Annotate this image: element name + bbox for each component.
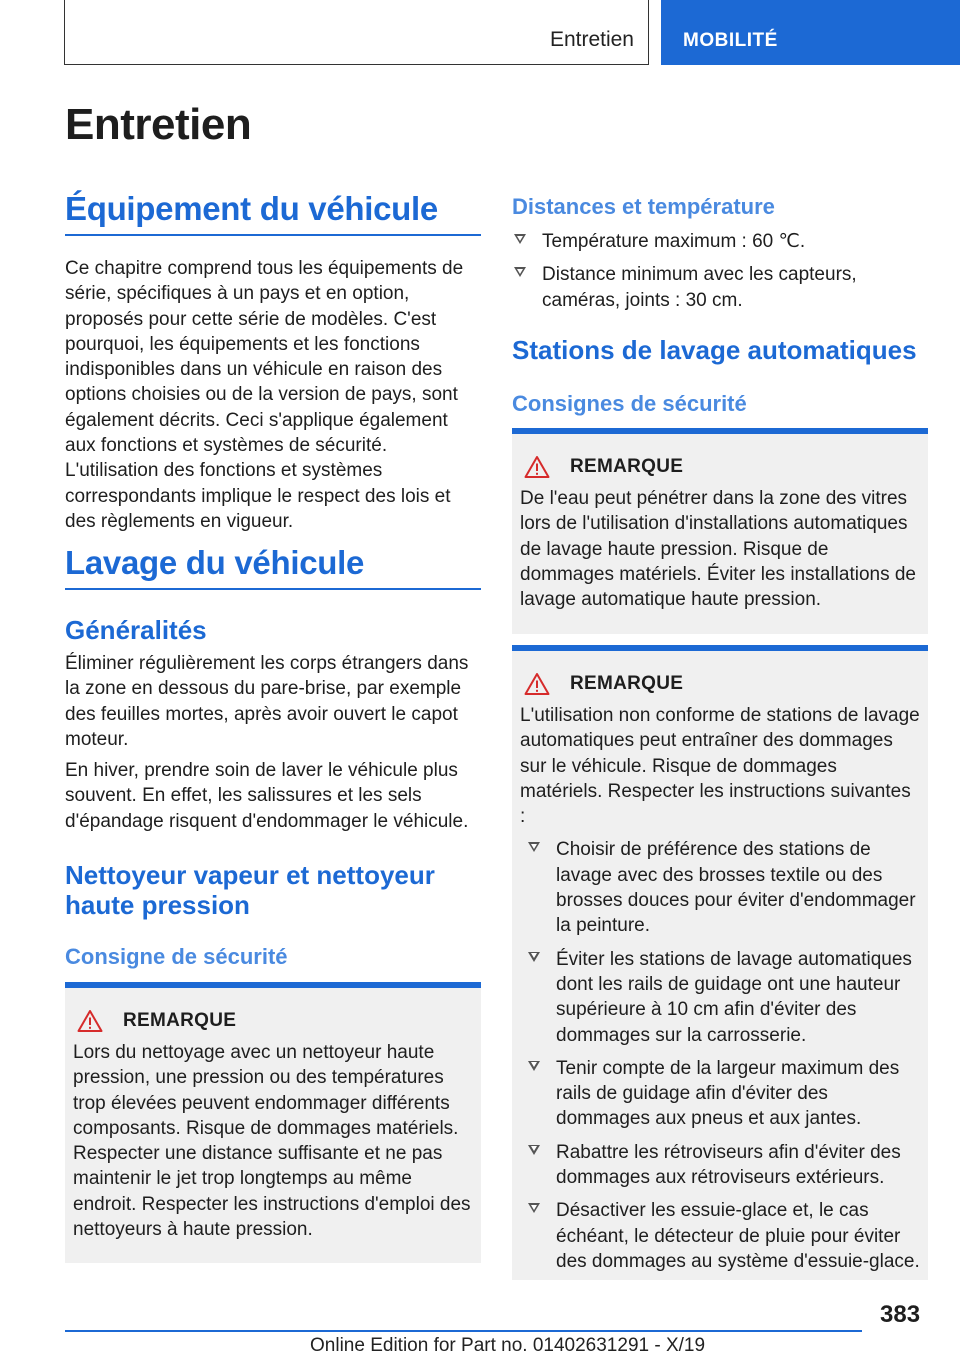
- list-item: Tenir compte de la largeur maximum des rails de guidage afin d'éviter des dommages aux pneus et aux jantes.: [526, 1056, 920, 1132]
- general-paragraph-2: En hiver, prendre soin de laver le véhicule plus souvent. En effet, les salissures et les sels d'épandage risquent d'endommager le véhicule.: [65, 760, 469, 832]
- list-item: Température maximum : 60 ℃.: [512, 229, 928, 254]
- page-title: Entretien: [65, 100, 252, 149]
- notice-header: [520, 671, 920, 697]
- equipment-paragraph: Ce chapitre comprend tous les équipements de série, spécifiques à un pays et en option, proposés pour cette série de modèles. C'est pourquoi, les équipements et les fonctions indisponibles dans un véhicule en raison des options choisies ou de la version de pays, sont également décrits. Ceci s'applique également aux fonctions et systèmes de sécurité. L'utilisation des fonctions et systèmes correspondants implique le respect des lois et des règlements en vigueur.: [65, 258, 464, 532]
- header-tab-label: MOBILITÉ: [683, 30, 778, 51]
- footer-edition-text: Online Edition for Part no. 01402631291 - X/19: [310, 1335, 706, 1356]
- heading-automatic-car-wash: Stations de lavage automatiques: [512, 335, 917, 365]
- warning-triangle-icon: [77, 1009, 103, 1033]
- heading-washing: Lavage du véhicule: [65, 544, 365, 581]
- heading-steam-cleaner-line1: Nettoyeur vapeur et nettoyeur: [65, 860, 435, 890]
- bullet-triangle-icon: [528, 1203, 540, 1213]
- heading-safety-instructions: Consignes de sécurité: [512, 391, 747, 416]
- page-number: 383: [880, 1301, 921, 1328]
- notice-text: Lors du nettoyage avec un nettoyeur haute pression, une pression ou des températures trop élevées peuvent endommager différents composants. Risque de dommages matériels. Respecter une distance suffisante et ne pas maintenir le jet trop longtemps au même endroit. Respecter les instructions d'emploi des nettoyeurs à haute pression.: [73, 1042, 471, 1241]
- bullet-triangle-icon: [528, 842, 540, 852]
- heading-steam-cleaner-line2: haute pression: [65, 890, 250, 920]
- notice-box-2: [512, 645, 928, 1280]
- header-chapter-tab[interactable]: [661, 0, 960, 65]
- notice-header: [73, 1008, 473, 1034]
- heading-distances-temperature: Distances et température: [512, 194, 775, 219]
- heading-equipment: Équipement du véhicule: [65, 190, 438, 227]
- notice-title: REMARQUE: [123, 1010, 237, 1031]
- notice-text: De l'eau peut pénétrer dans la zone des vitres lors de l'utilisation d'installations automatiques de lavage haute pression. Risque de dommages matériels. Éviter les installations de lavage automatique haute pression.: [520, 488, 917, 611]
- heading-general: Généralités: [65, 615, 207, 645]
- footer-rule: [65, 1330, 862, 1332]
- header-section-label: Entretien: [549, 28, 634, 51]
- distance-bullet-list: [512, 229, 928, 321]
- notice-header: [520, 454, 920, 480]
- bullet-triangle-icon: [514, 234, 526, 244]
- list-item: Désactiver les essuie-glace et, le cas échéant, le détecteur de pluie pour éviter des dommages au système d'essuie-glace.: [526, 1198, 920, 1274]
- list-item: Rabattre les rétroviseurs afin d'éviter des dommages aux rétroviseurs extérieurs.: [526, 1140, 920, 1191]
- bullet-triangle-icon: [528, 1061, 540, 1071]
- list-item: Éviter les stations de lavage automatiques dont les rails de guidage ont une hauteur supérieure à 10 cm afin d'éviter des dommages sur la carrosserie.: [526, 947, 920, 1048]
- list-item: Distance minimum avec les capteurs, caméras, joints : 30 cm.: [512, 262, 928, 313]
- notice-box: [65, 982, 481, 1263]
- heading-rule: [65, 588, 481, 590]
- notice-title: REMARQUE: [570, 673, 684, 694]
- warning-triangle-icon: [524, 672, 550, 696]
- notice-box-1: [512, 428, 928, 634]
- car-wash-bullet-list: [520, 837, 920, 1274]
- notice-text: L'utilisation non conforme de stations de lavage automatiques peut entraîner des dommages sur le véhicule. Risque de dommages matériels. Respecter les instructions suivantes :: [520, 705, 920, 828]
- list-item: Choisir de préférence des stations de lavage avec des brosses textile ou des brosses douces pour éviter d'endommager la peinture.: [526, 837, 920, 938]
- heading-rule: [65, 234, 481, 236]
- bullet-triangle-icon: [514, 267, 526, 277]
- notice-title: REMARQUE: [570, 456, 684, 477]
- heading-safety-instruction: Consigne de sécurité: [65, 944, 288, 969]
- bullet-triangle-icon: [528, 952, 540, 962]
- warning-triangle-icon: [524, 455, 550, 479]
- general-paragraph-1: Éliminer régulièrement les corps étrangers dans la zone en dessous du pare-brise, par exemple des feuilles mortes, après avoir ouvert le capot moteur.: [65, 653, 469, 750]
- bullet-triangle-icon: [528, 1145, 540, 1155]
- header-section-box: [64, 0, 649, 65]
